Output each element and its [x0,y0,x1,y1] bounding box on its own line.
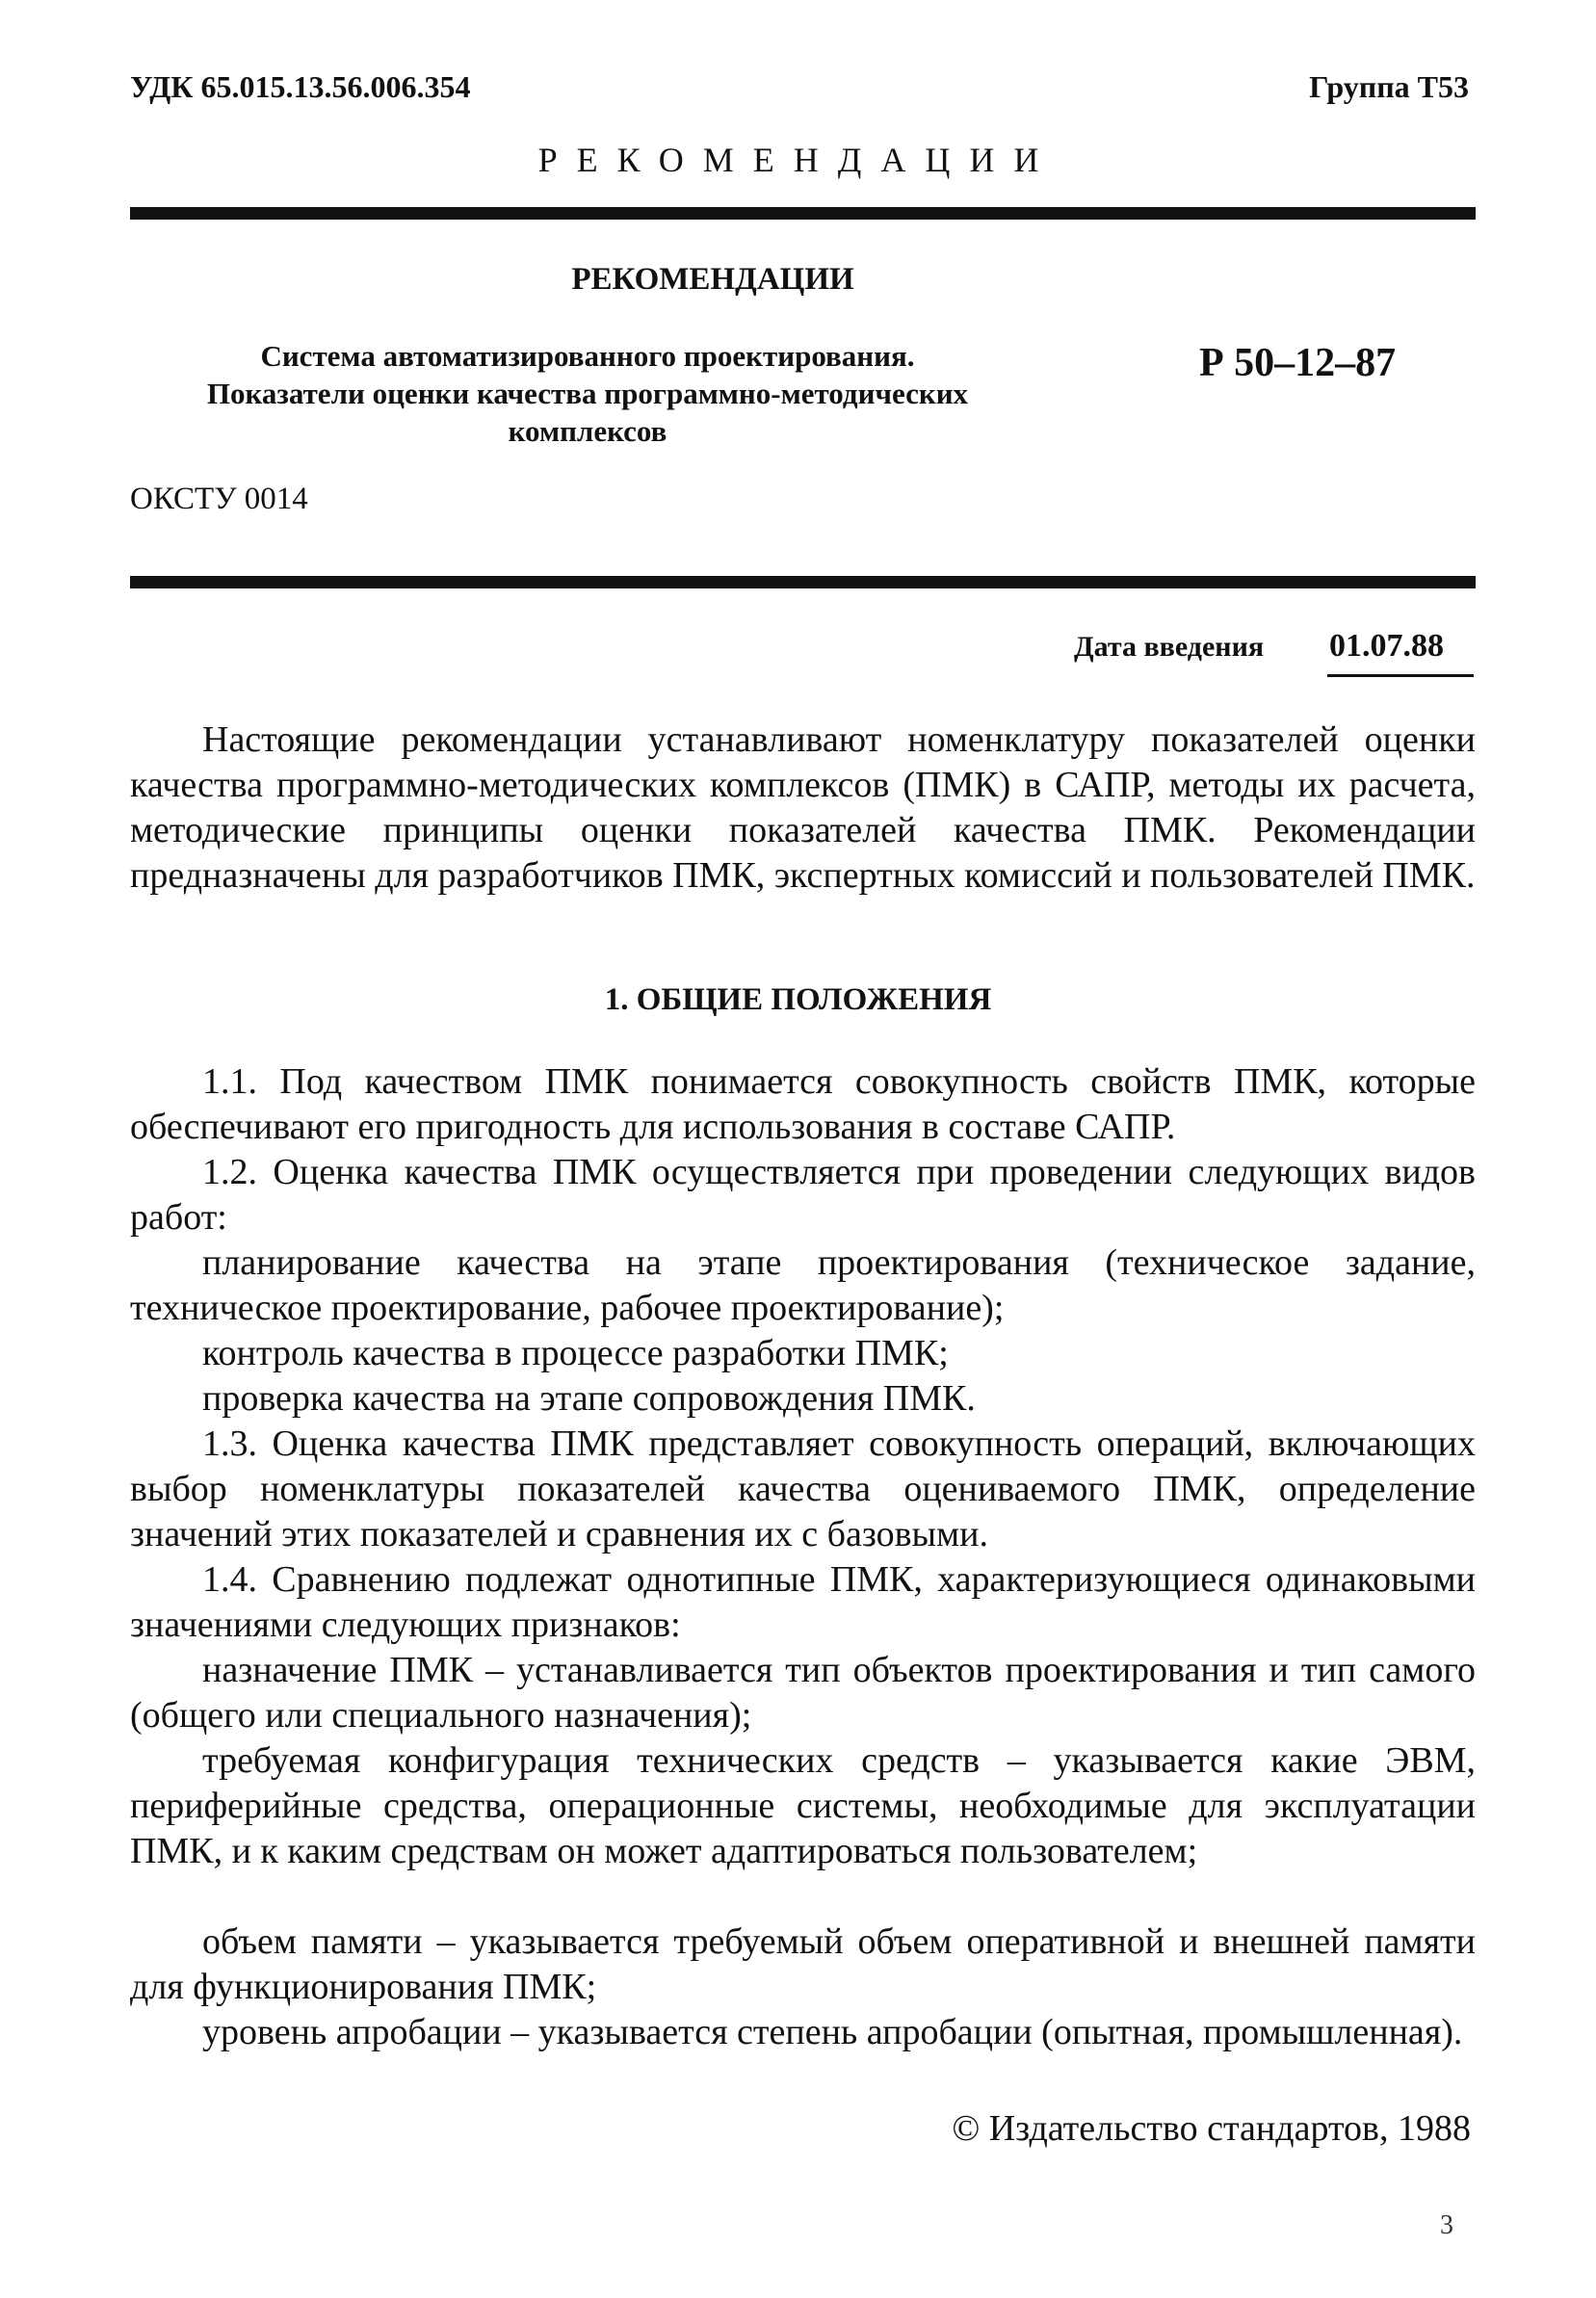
clause-1-1: 1.1. Под качеством ПМК понимается совокупность свойств ПМК, которые обеспечивают его пригодность для использования в составе САПР. [130,1061,1476,1147]
udk-code: УДК 65.015.13.56.006.354 [130,69,471,104]
effective-date-underline [1327,674,1474,677]
effective-date-value: 01.07.88 [1329,628,1444,664]
subject-line: комплексов [508,414,667,448]
list-item: требуемая конфигурация технических средств – указывается какие ЭВМ, периферийные средства, операционные системы, необходимые для эксплуатации ПМК, и к каким средствам он может адаптироваться пользователем; [130,1740,1476,1871]
subject-line: Система автоматизированного проектирования. [260,339,915,373]
clause-1-2: 1.2. Оценка качества ПМК осуществляется при проведении следующих видов работ: [130,1152,1476,1238]
bottom-divider [130,576,1476,588]
subject-line: Показатели оценки качества программно-методических [206,377,969,410]
list-item: назначение ПМК – устанавливается тип объектов проектирования и тип самого (общего или специального назначения); [130,1650,1476,1736]
clause-1-4: 1.4. Сравнению подлежат однотипные ПМК, характеризующиеся одинаковыми значениями следующих признаков: [130,1559,1476,1645]
top-divider [130,207,1476,220]
document-type: РЕКОМЕНДАЦИИ [571,262,854,297]
list-item: уровень апробации – указывается степень апробации (опытная, промышленная). [202,2012,1463,2052]
list-item: проверка качества на этапе сопровождения ПМК. [202,1378,976,1419]
intro-paragraph: Настоящие рекомендации устанавливают номенклатуру показателей оценки качества программно-методических комплексов (ПМК) в САПР, методы их расчета, методические принципы оценки показателей качества ПМК. Рекомендации предназначены для разработчиков ПМК, экспертных комиссий и пользователей ПМК. [130,719,1476,896]
list-item: объем памяти – указывается требуемый объем оперативной и внешней памяти для функционирования ПМК; [130,1921,1476,2007]
list-item: планирование качества на этапе проектирования (техническое задание, техническое проектирование, рабочее проектирование); [130,1242,1476,1328]
series-title: РЕКОМЕНДАЦИИ [537,141,1059,179]
okstu-code: ОКСТУ 0014 [130,482,308,516]
document-designation: Р 50–12–87 [1199,341,1397,385]
effective-date-label: Дата введения [1074,631,1265,663]
list-item: контроль качества в процессе разработки ПМК; [202,1333,949,1373]
page-number: 3 [1440,2210,1453,2240]
document-subject [144,337,1031,450]
group-code: Группа Т53 [1309,69,1469,104]
clause-1-3: 1.3. Оценка качества ПМК представляет совокупность операций, включающих выбор номенклатуры показателей качества оцениваемого ПМК, определение значений этих показателей и сравнения их с базовыми. [130,1423,1476,1554]
copyright-notice: © Издательство стандартов, 1988 [952,2108,1471,2149]
section-heading: 1. ОБЩИЕ ПОЛОЖЕНИЯ [604,982,992,1017]
